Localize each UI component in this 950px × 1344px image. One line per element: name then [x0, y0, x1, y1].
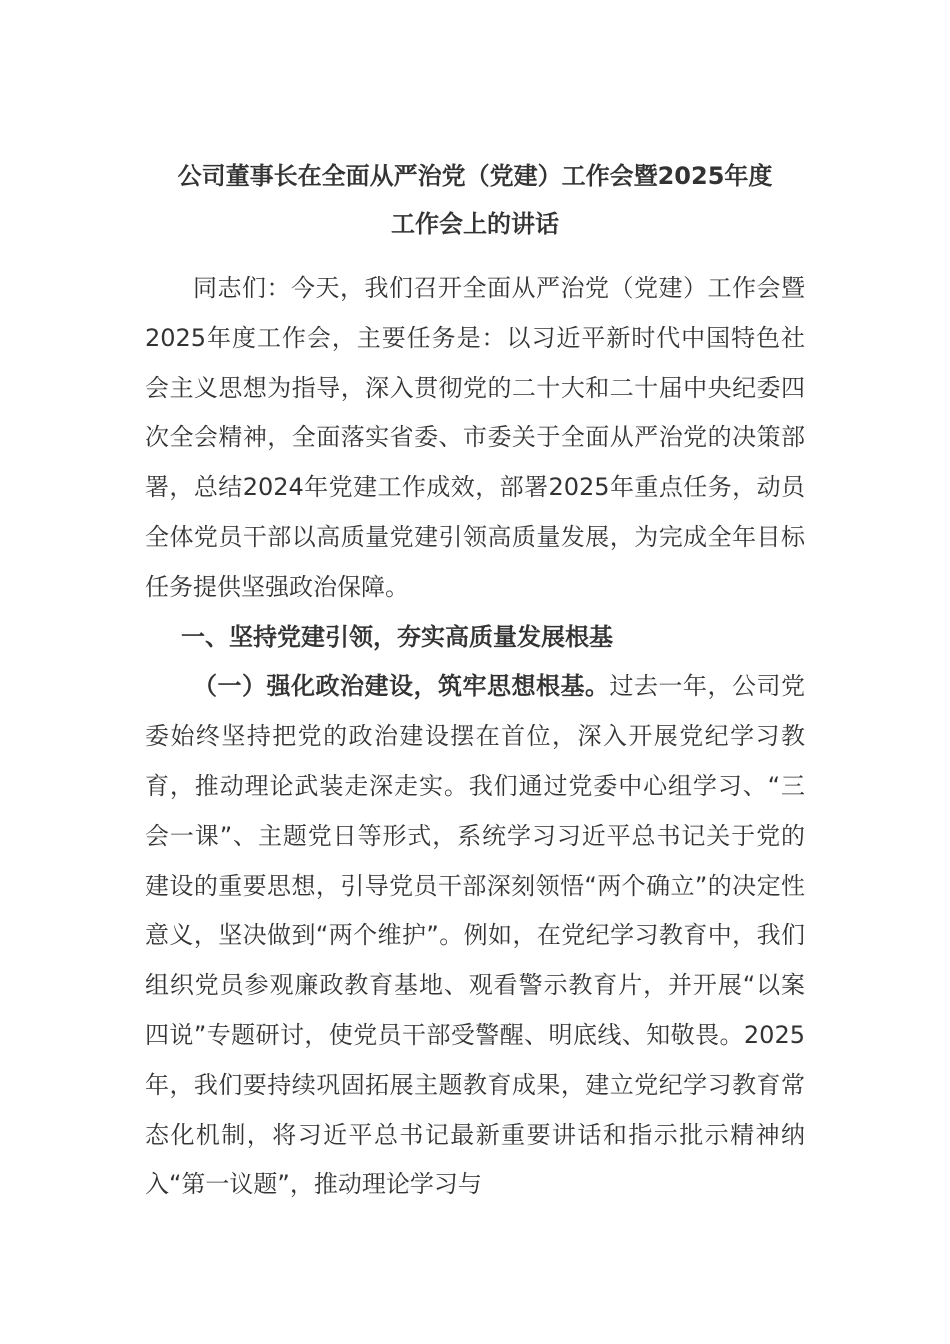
document-title — [145, 152, 805, 248]
subsection-1-paragraph — [145, 662, 805, 1210]
document-page — [145, 152, 805, 1210]
section-1-heading: 一、坚持党建引领，夯实高质量发展根基 — [181, 622, 613, 651]
subsection-1-body: 过去一年，公司党委始终坚持把党的政治建设摆在首位，深入开展党纪学习教育，推动理论武装走深走实。我们通过党委中心组学习、“三会一课”、主题党日等形式，系统学习习近平总书记关于党的建设的重要思想，引导党员干部深刻领悟“两个确立”的决定性意义，坚决做到“两个维护”。例如，在党纪学习教育中，我们组织党员参观廉政教育基地、观看警示教育片，并开展“以案四说”专题研讨，使党员干部受警醒、明底线、知敬畏。2025年，我们要持续巩固拓展主题教育成果，建立党纪学习教育常态化机制，将习近平总书记最新重要讲话和指示批示精神纳入“第一议题”，推动理论学习与 — [145, 672, 805, 1199]
intro-paragraph: 同志们：今天，我们召开全面从严治党（党建）工作会暨2025年度工作会，主要任务是：以习近平新时代中国特色社会主义思想为指导，深入贯彻党的二十大和二十届中央纪委四次全会精神，全面落实省委、市委关于全面从严治党的决策部署，总结2024年党建工作成效，部署2025年重点任务，动员全体党员干部以高质量党建引领高质量发展，为完成全年目标任务提供坚强政治保障。 — [145, 274, 805, 601]
title-line-1: 公司董事长在全面从严治党（党建）工作会暨2025年度 — [177, 162, 773, 190]
subsection-1-heading: （一）强化政治建设，筑牢思想根基。 — [193, 672, 610, 701]
title-line-2: 工作会上的讲话 — [391, 210, 559, 238]
